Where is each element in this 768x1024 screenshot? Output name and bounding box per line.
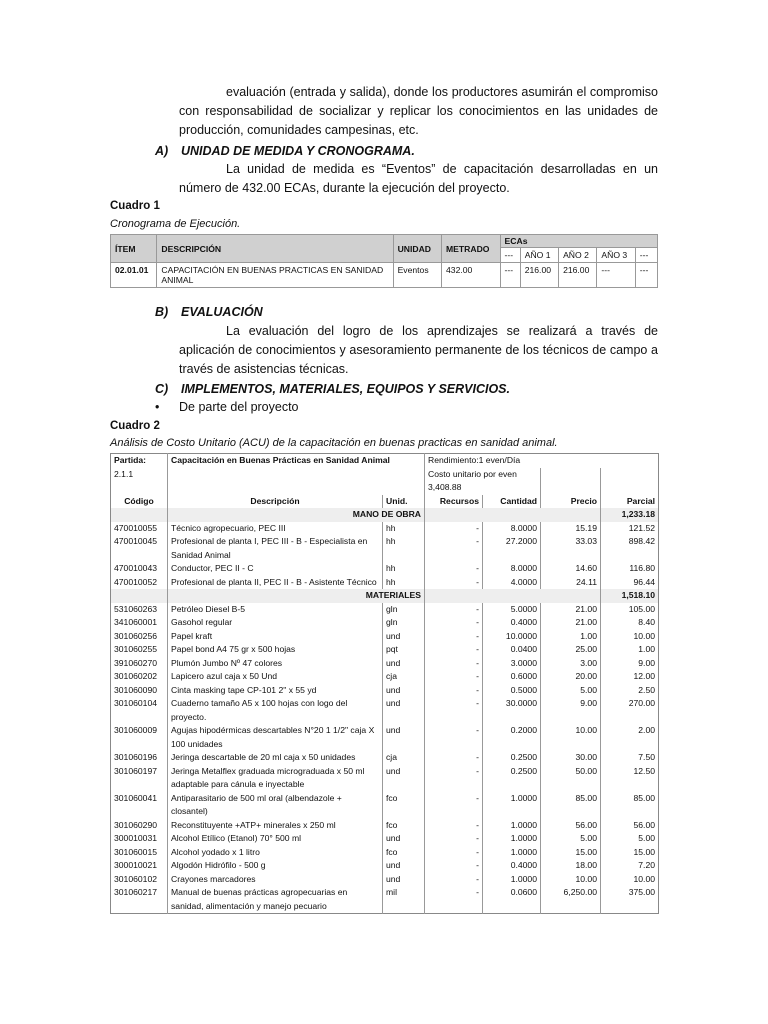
row-description: Reconstituyente +ATP+ minerales x 250 ml bbox=[168, 819, 383, 833]
bullet-item bbox=[155, 400, 299, 414]
row-recursos: - bbox=[425, 616, 483, 630]
row-quantity: 0.4000 bbox=[483, 616, 541, 630]
row-quantity: 8.0000 bbox=[483, 562, 541, 576]
row-quantity: 5.0000 bbox=[483, 603, 541, 617]
row-unit: und bbox=[383, 765, 425, 792]
row-price: 10.00 bbox=[541, 724, 601, 751]
row-recursos: - bbox=[425, 670, 483, 684]
row-code: 300010021 bbox=[114, 860, 158, 870]
table-row bbox=[111, 859, 659, 873]
header-ecas: ECAs bbox=[500, 235, 657, 248]
row-price: 6,250.00 bbox=[541, 886, 601, 914]
header-year-3: AÑO 3 bbox=[597, 248, 635, 263]
row-code: 341060001 bbox=[114, 617, 158, 627]
row-description: Crayones marcadores bbox=[168, 873, 383, 887]
cuadro1-subtitle: Cronograma de Ejecución. bbox=[110, 218, 241, 230]
row-unit: cja bbox=[383, 751, 425, 765]
table-row bbox=[111, 630, 659, 644]
row-quantity: 1.0000 bbox=[483, 873, 541, 887]
row-unit: und bbox=[383, 859, 425, 873]
row-code: 531060263 bbox=[114, 603, 158, 614]
bullet-icon: • bbox=[155, 400, 160, 414]
row-description: Antiparasitario de 500 ml oral (albendazole + closantel) bbox=[168, 792, 383, 819]
row-code: 301060255 bbox=[114, 644, 158, 654]
row-partial: 1.00 bbox=[601, 643, 659, 657]
row-partial: 96.44 bbox=[601, 576, 659, 590]
header-col-4: --- bbox=[635, 248, 657, 263]
table-row bbox=[111, 792, 659, 819]
col-unid: Unid. bbox=[383, 495, 425, 509]
costo-unitario-text: Costo unitario por even bbox=[428, 468, 517, 479]
row-recursos: - bbox=[425, 751, 483, 765]
row-description: Papel bond A4 75 gr x 500 hojas bbox=[168, 643, 383, 657]
row-price: 56.00 bbox=[541, 819, 601, 833]
row-code: 301060256 bbox=[114, 630, 158, 641]
header-description: DESCRIPCIÓN bbox=[157, 235, 393, 263]
table-row bbox=[111, 765, 659, 792]
section-spacer bbox=[111, 589, 168, 603]
table-row bbox=[111, 697, 659, 724]
partida-description: Capacitación en Buenas Prácticas en Sanidad Animal bbox=[168, 454, 425, 468]
row-unit: und bbox=[383, 630, 425, 644]
section-c-letter: C) bbox=[155, 382, 169, 396]
table-row bbox=[111, 535, 659, 562]
row-col-0: --- bbox=[500, 263, 520, 288]
row-year-2: 216.00 bbox=[559, 263, 597, 288]
header-year-2: AÑO 2 bbox=[559, 248, 597, 263]
materiales-section-title: MATERIALES bbox=[168, 589, 425, 603]
row-description: Agujas hipodérmicas descartables N°20 1 1/2" caja X 100 unidades bbox=[168, 724, 383, 751]
section-a-letter: A) bbox=[155, 144, 169, 158]
row-price: 18.00 bbox=[541, 859, 601, 873]
row-unit: fco bbox=[383, 792, 425, 819]
row-recursos: - bbox=[425, 724, 483, 751]
row-unit: und bbox=[383, 684, 425, 698]
row-price: 1.00 bbox=[541, 630, 601, 644]
row-description: Algodón Hidrófilo - 500 g bbox=[168, 859, 383, 873]
row-price: 24.11 bbox=[541, 576, 601, 590]
section-spacer bbox=[425, 508, 601, 522]
row-code: 301060202 bbox=[114, 671, 158, 681]
table-row bbox=[111, 819, 659, 833]
section-c-title: IMPLEMENTOS, MATERIALES, EQUIPOS Y SERVICIOS. bbox=[181, 382, 510, 396]
row-quantity: 1.0000 bbox=[483, 846, 541, 860]
table-row bbox=[111, 643, 659, 657]
row-unit: und bbox=[383, 832, 425, 846]
row-recursos: - bbox=[425, 792, 483, 819]
table-row bbox=[111, 832, 659, 846]
row-price: 21.00 bbox=[541, 603, 601, 617]
row-quantity: 0.2500 bbox=[483, 751, 541, 765]
row-code: 301060197 bbox=[114, 765, 158, 776]
row-partial: 2.50 bbox=[601, 684, 659, 698]
row-recursos: - bbox=[425, 832, 483, 846]
header-year-1: AÑO 1 bbox=[520, 248, 558, 263]
row-year-1: 216.00 bbox=[520, 263, 558, 288]
row-price: 5.00 bbox=[541, 684, 601, 698]
materiales-section-total: 1,518.10 bbox=[601, 589, 659, 603]
row-code: 301060015 bbox=[114, 846, 158, 857]
row-partial: 7.50 bbox=[601, 751, 659, 765]
row-partial: 2.00 bbox=[601, 724, 659, 751]
table-row bbox=[111, 263, 658, 288]
row-code: 301060090 bbox=[114, 684, 158, 695]
section-spacer bbox=[111, 508, 168, 522]
materiales-section-row bbox=[111, 589, 659, 603]
row-quantity: 8.0000 bbox=[483, 522, 541, 536]
row-code: 470010052 bbox=[114, 576, 158, 587]
row-recursos: - bbox=[425, 873, 483, 887]
table-row bbox=[111, 886, 659, 914]
row-price: 20.00 bbox=[541, 670, 601, 684]
costo-unitario-value: 3,408.88 bbox=[428, 482, 462, 492]
mano-section-total: 1,233.18 bbox=[601, 508, 659, 522]
row-description: Plumón Jumbo Nº 47 colores bbox=[168, 657, 383, 671]
row-description: Jeringa Metalflex graduada micrograduada x 50 ml adaptable para cánula e inyectable bbox=[168, 765, 383, 792]
row-quantity: 0.0400 bbox=[483, 643, 541, 657]
section-b-title: EVALUACIÓN bbox=[181, 305, 263, 319]
section-a-heading bbox=[155, 144, 415, 158]
row-partial: 105.00 bbox=[601, 603, 659, 617]
row-unit: und bbox=[383, 657, 425, 671]
bullet-text: De parte del proyecto bbox=[179, 400, 299, 414]
section-spacer bbox=[425, 589, 601, 603]
row-partial: 375.00 bbox=[601, 886, 659, 914]
costo-unitario-label bbox=[425, 468, 541, 495]
table-row bbox=[111, 657, 659, 671]
row-price: 15.19 bbox=[541, 522, 601, 536]
row-recursos: - bbox=[425, 846, 483, 860]
intro-paragraph: evaluación (entrada y salida), donde los productores asumirán el compromiso con responsabilidad de socializar y replicar los conocimientos en las unidades de producción, comunidades campesinas, etc. bbox=[179, 85, 658, 137]
row-price: 15.00 bbox=[541, 846, 601, 860]
row-unit: pqt bbox=[383, 643, 425, 657]
row-partial: 15.00 bbox=[601, 846, 659, 860]
schedule-table bbox=[110, 234, 658, 288]
row-unit: cja bbox=[383, 670, 425, 684]
row-code: 301060009 bbox=[114, 725, 158, 735]
row-unit: und bbox=[383, 697, 425, 724]
row-recursos: - bbox=[425, 684, 483, 698]
table-row bbox=[111, 724, 659, 751]
row-price: 14.60 bbox=[541, 562, 601, 576]
row-price: 30.00 bbox=[541, 751, 601, 765]
row-description: Petróleo Diesel B-5 bbox=[168, 603, 383, 617]
row-partial: 5.00 bbox=[601, 832, 659, 846]
row-recursos: - bbox=[425, 765, 483, 792]
row-unit: fco bbox=[383, 846, 425, 860]
row-quantity: 1.0000 bbox=[483, 792, 541, 819]
col-precio: Precio bbox=[541, 495, 601, 509]
col-descripcion: Descripción bbox=[168, 495, 383, 509]
row-description: Manual de buenas prácticas agropecuarias en sanidad, alimentación y manejo pecuario bbox=[168, 886, 383, 914]
row-code: 300010031 bbox=[114, 833, 158, 843]
row-code: 391060270 bbox=[114, 657, 158, 668]
row-code: 301060217 bbox=[114, 887, 158, 897]
row-description: Jeringa descartable de 20 ml caja x 50 unidades bbox=[168, 751, 383, 765]
row-recursos: - bbox=[425, 522, 483, 536]
rendimiento: Rendimiento:1 even/Día bbox=[425, 454, 659, 468]
row-item: 02.01.01 bbox=[111, 263, 157, 288]
row-quantity: 3.0000 bbox=[483, 657, 541, 671]
cuadro1-label: Cuadro 1 bbox=[110, 200, 160, 212]
mano-section-title: MANO DE OBRA bbox=[168, 508, 425, 522]
row-description: Alcohol yodado x 1 litro bbox=[168, 846, 383, 860]
table-row bbox=[111, 846, 659, 860]
row-partial: 7.20 bbox=[601, 859, 659, 873]
row-code: 301060041 bbox=[114, 792, 158, 803]
row-partial: 898.42 bbox=[601, 535, 659, 562]
partida-number: 2.1.1 bbox=[114, 468, 134, 479]
row-price: 33.03 bbox=[541, 535, 601, 562]
row-unit: und bbox=[383, 873, 425, 887]
row-recursos: - bbox=[425, 630, 483, 644]
col-cantidad: Cantidad bbox=[483, 495, 541, 509]
row-unit: hh bbox=[383, 576, 425, 590]
row-unit: hh bbox=[383, 562, 425, 576]
table-row bbox=[111, 670, 659, 684]
row-partial: 56.00 bbox=[601, 819, 659, 833]
row-description: Papel kraft bbox=[168, 630, 383, 644]
table-row bbox=[111, 522, 659, 536]
row-description: Gasohol regular bbox=[168, 616, 383, 630]
row-quantity: 4.0000 bbox=[483, 576, 541, 590]
row-code: 470010043 bbox=[114, 563, 158, 573]
section-b-letter: B) bbox=[155, 305, 169, 319]
row-code: 301060102 bbox=[114, 873, 158, 884]
row-partial: 121.52 bbox=[601, 522, 659, 536]
mano-section-row bbox=[111, 508, 659, 522]
row-quantity: 0.4000 bbox=[483, 859, 541, 873]
row-price: 9.00 bbox=[541, 697, 601, 724]
row-unit: hh bbox=[383, 535, 425, 562]
row-quantity: 0.5000 bbox=[483, 684, 541, 698]
row-year-3: --- bbox=[597, 263, 635, 288]
row-price: 10.00 bbox=[541, 873, 601, 887]
row-partial: 12.50 bbox=[601, 765, 659, 792]
col-codigo: Código bbox=[124, 495, 154, 506]
row-quantity: 10.0000 bbox=[483, 630, 541, 644]
row-partial: 12.00 bbox=[601, 670, 659, 684]
row-quantity: 1.0000 bbox=[483, 832, 541, 846]
row-quantity: 0.0600 bbox=[483, 886, 541, 914]
row-description: Conductor, PEC II - C bbox=[168, 562, 383, 576]
header-col-0: --- bbox=[500, 248, 520, 263]
section-b-heading bbox=[155, 305, 263, 319]
table-row bbox=[111, 684, 659, 698]
row-description: Alcohol Etílico (Etanol) 70° 500 ml bbox=[168, 832, 383, 846]
row-recursos: - bbox=[425, 562, 483, 576]
row-price: 3.00 bbox=[541, 657, 601, 671]
row-code: 470010055 bbox=[114, 522, 158, 533]
row-recursos: - bbox=[425, 886, 483, 914]
table-row bbox=[111, 616, 659, 630]
row-unit: fco bbox=[383, 819, 425, 833]
cuadro2-label: Cuadro 2 bbox=[110, 420, 160, 432]
row-recursos: - bbox=[425, 657, 483, 671]
row-recursos: - bbox=[425, 859, 483, 873]
row-unit: Eventos bbox=[393, 263, 441, 288]
col-recursos: Recursos bbox=[425, 495, 483, 509]
acu-table bbox=[110, 453, 659, 914]
row-price: 25.00 bbox=[541, 643, 601, 657]
cuadro2-subtitle: Análisis de Costo Unitario (ACU) de la capacitación en buenas practicas en sanidad animal. bbox=[110, 437, 558, 449]
row-recursos: - bbox=[425, 643, 483, 657]
header-item: ÍTEM bbox=[111, 235, 157, 263]
row-price: 5.00 bbox=[541, 832, 601, 846]
row-partial: 10.00 bbox=[601, 630, 659, 644]
section-a-paragraph: La unidad de medida es “Eventos” de capacitación desarrolladas en un número de 432.00 ECAs, durante la ejecución del proyecto. bbox=[179, 162, 658, 195]
row-quantity: 27.2000 bbox=[483, 535, 541, 562]
row-description: Profesional de planta I, PEC III - B - Especialista en Sanidad Animal bbox=[168, 535, 383, 562]
table-row bbox=[111, 873, 659, 887]
row-price: 21.00 bbox=[541, 616, 601, 630]
row-price: 85.00 bbox=[541, 792, 601, 819]
row-partial: 9.00 bbox=[601, 657, 659, 671]
row-metrado: 432.00 bbox=[442, 263, 501, 288]
row-recursos: - bbox=[425, 819, 483, 833]
table-row bbox=[111, 562, 659, 576]
row-description: CAPACITACIÓN EN BUENAS PRACTICAS EN SANIDAD ANIMAL bbox=[157, 263, 393, 288]
row-partial: 270.00 bbox=[601, 697, 659, 724]
row-description: Cinta masking tape CP-101 2" x 55 yd bbox=[168, 684, 383, 698]
row-quantity: 0.6000 bbox=[483, 670, 541, 684]
row-description: Técnico agropecuario, PEC III bbox=[168, 522, 383, 536]
row-recursos: - bbox=[425, 535, 483, 562]
section-b-paragraph: La evaluación del logro de los aprendizajes se realizará a través de aplicación de conocimientos y asesoramiento permanente de los técnicos de campo a través de asistencias técnicas. bbox=[179, 324, 658, 376]
row-quantity: 0.2000 bbox=[483, 724, 541, 751]
row-partial: 10.00 bbox=[601, 873, 659, 887]
row-quantity: 30.0000 bbox=[483, 697, 541, 724]
row-partial: 8.40 bbox=[601, 616, 659, 630]
row-quantity: 0.2500 bbox=[483, 765, 541, 792]
row-code: 301060290 bbox=[114, 819, 158, 830]
header-metrado: METRADO bbox=[442, 235, 501, 263]
row-quantity: 1.0000 bbox=[483, 819, 541, 833]
row-description: Lapicero azul caja x 50 Und bbox=[168, 670, 383, 684]
row-code: 301060196 bbox=[114, 752, 158, 762]
partida-label: Partida: bbox=[114, 455, 146, 465]
row-unit: gln bbox=[383, 616, 425, 630]
col-parcial: Parcial bbox=[601, 495, 659, 509]
row-description: Cuaderno tamaño A5 x 100 hojas con logo del proyecto. bbox=[168, 697, 383, 724]
header-unit: UNIDAD bbox=[393, 235, 441, 263]
row-description: Profesional de planta II, PEC II - B - Asistente Técnico bbox=[168, 576, 383, 590]
row-price: 50.00 bbox=[541, 765, 601, 792]
row-unit: hh bbox=[383, 522, 425, 536]
row-partial: 116.80 bbox=[601, 562, 659, 576]
section-a-title: UNIDAD DE MEDIDA Y CRONOGRAMA. bbox=[181, 144, 415, 158]
row-col-4: --- bbox=[635, 263, 657, 288]
row-recursos: - bbox=[425, 603, 483, 617]
row-code: 470010045 bbox=[114, 536, 158, 546]
section-c-heading bbox=[155, 382, 510, 396]
row-code: 301060104 bbox=[114, 698, 158, 708]
row-unit: mil bbox=[383, 886, 425, 914]
table-row bbox=[111, 603, 659, 617]
row-recursos: - bbox=[425, 697, 483, 724]
row-partial: 85.00 bbox=[601, 792, 659, 819]
table-row bbox=[111, 751, 659, 765]
row-unit: und bbox=[383, 724, 425, 751]
row-recursos: - bbox=[425, 576, 483, 590]
table-row bbox=[111, 576, 659, 590]
row-unit: gln bbox=[383, 603, 425, 617]
